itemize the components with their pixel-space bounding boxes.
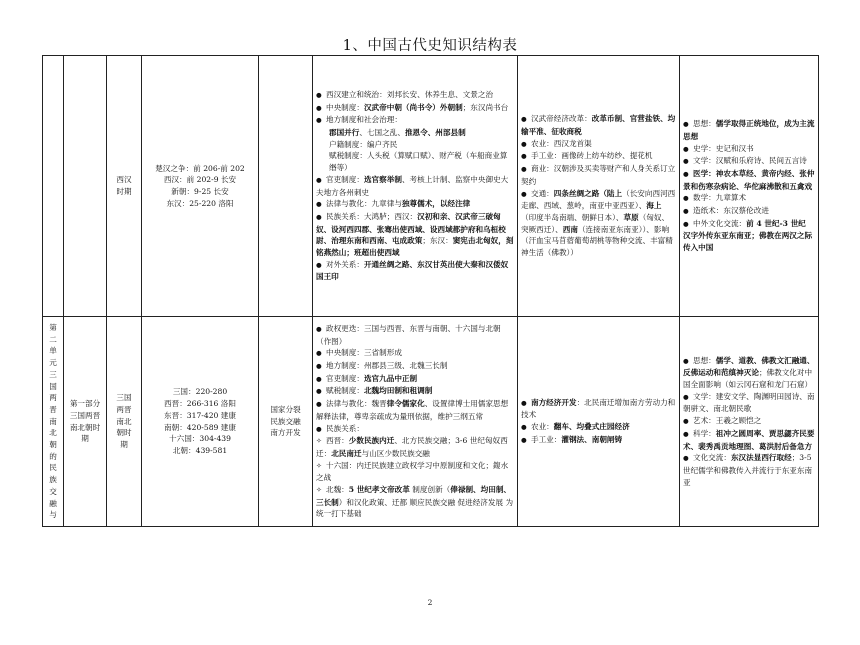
list-item bbox=[521, 163, 676, 187]
emphasis-text: 南方经济开发 bbox=[531, 397, 577, 407]
feature-cell: 国家分裂 民族交融 南方开发 bbox=[259, 317, 313, 527]
emphasis-text: 东汉法显西行取经 bbox=[730, 453, 792, 463]
politics-cell bbox=[313, 317, 518, 527]
bullet-icon: ● bbox=[683, 120, 689, 129]
item-text: 地方制度：州郡县三级、北魏三长制 bbox=[326, 360, 448, 370]
emphasis-text: 儒学、道教、佛教文汇融通、反佛运动和范缜神灭论 bbox=[683, 355, 815, 378]
bullet-icon: ● bbox=[683, 219, 689, 228]
item-text: 、北方民族交融；3-6 世纪匈奴西迁： bbox=[316, 436, 508, 458]
bullet-icon: ● bbox=[316, 400, 322, 409]
list-item bbox=[316, 385, 514, 398]
list-item bbox=[683, 143, 815, 156]
bullet-icon: ● bbox=[316, 116, 322, 125]
list-item bbox=[316, 460, 514, 484]
emphasis-text: 俸禄制、均田制、三长制 bbox=[316, 485, 512, 507]
emphasis-text: 郡国并行 bbox=[329, 127, 360, 137]
emphasis-text: 北民南迁 bbox=[331, 448, 362, 458]
item-text: 、设置律博士用儒家思想解释法律，尊卑亲疏成为量刑依据，维护三纲五常 bbox=[316, 399, 509, 421]
list-item bbox=[316, 373, 514, 386]
item-text: 科学： bbox=[693, 428, 716, 438]
emphasis-text: 西南 bbox=[562, 224, 578, 234]
bullet-icon: ● bbox=[683, 392, 689, 401]
list-item bbox=[683, 192, 815, 205]
item-text: 中外文化交流： bbox=[693, 218, 747, 228]
item-text: 思想： bbox=[693, 119, 716, 129]
sub-stage-cell bbox=[64, 56, 107, 317]
list-item bbox=[521, 434, 676, 447]
list-item bbox=[316, 139, 514, 151]
bullet-icon: ● bbox=[316, 424, 322, 433]
item-text: ；3-5 世纪儒学和佛教传入并流行于东亚东南亚 bbox=[683, 453, 813, 487]
unit-cell bbox=[43, 56, 64, 317]
bullet-icon: ● bbox=[521, 139, 527, 148]
bullet-icon: ● bbox=[316, 90, 322, 99]
bullet-icon: ● bbox=[521, 423, 527, 431]
list-item bbox=[683, 428, 815, 452]
bullet-icon: ● bbox=[316, 349, 322, 358]
item-text: 商业：汉朝涉及买卖等财产和人身关系订立契约 bbox=[521, 164, 676, 186]
list-item bbox=[316, 259, 514, 283]
list-item bbox=[683, 168, 815, 192]
emphasis-text: 祖冲之圆周率、贾思勰齐民要术、裴秀禹贡地理图、葛洪肘后备急方 bbox=[683, 428, 815, 451]
item-text: ；佛教文化对中国全面影响（如云冈石窟和龙门石窟） bbox=[683, 368, 813, 390]
list-item bbox=[316, 174, 514, 198]
page-number: 2 bbox=[427, 598, 433, 607]
emphasis-text: 推恩令、州部县制 bbox=[404, 127, 466, 137]
dates-cell: 三国：220-280 西晋：266-316 洛阳 东晋：317-420 建康 南朝：420-589 建康 十六国：304-439 北朝：439-581 bbox=[142, 317, 259, 527]
period-cell: 三国 两晋 南北 朝时 期 bbox=[107, 317, 142, 527]
item-text: 对外关系： bbox=[326, 259, 364, 269]
item-text: （匈奴、突厥西迁）、 bbox=[521, 212, 670, 234]
emphasis-text: 儒学取得正统地位，成为主流思想 bbox=[683, 119, 815, 141]
item-text: 手工业：画像砖上纺车纺纱、提花机 bbox=[531, 151, 653, 161]
item-text: 交通： bbox=[531, 188, 554, 198]
emphasis-text: 选官察举制 bbox=[363, 174, 402, 184]
list-item bbox=[683, 218, 815, 254]
list-item bbox=[683, 205, 815, 218]
list-item bbox=[316, 360, 514, 373]
period-cell: 西汉 时期 bbox=[107, 56, 142, 317]
emphasis-text: 翻车、均叠式庄园经济 bbox=[553, 422, 630, 431]
economy-cell bbox=[518, 317, 680, 527]
culture-cell bbox=[680, 56, 819, 317]
list-item bbox=[683, 155, 815, 168]
bullet-icon: ● bbox=[683, 417, 689, 426]
item-text: 制度创新（ bbox=[409, 485, 451, 495]
item-text: （连接南亚东南亚））、影响（汗血宝马苜蓿葡萄胡桃等物种交流、丰富精神生活（佛教）） bbox=[521, 224, 673, 258]
item-text: 艺术：王羲之顾恺之 bbox=[693, 416, 762, 426]
item-text: 地方制度和社会治理： bbox=[326, 115, 402, 125]
bullet-icon: ● bbox=[521, 398, 527, 407]
emphasis-text: 海上 bbox=[646, 201, 662, 211]
emphasis-text: 汉初和亲、汉武帝三破匈奴、设河西四郡、张骞出使西域、设西域都护府和乌桓校尉、治理东南和西南、屯成政策 bbox=[316, 211, 506, 246]
item-text: 汉武帝经济改革： bbox=[531, 114, 592, 124]
feature-cell bbox=[259, 56, 313, 317]
bullet-icon: ● bbox=[521, 165, 527, 174]
item-text: 民族关系：大鸿胪；西汉： bbox=[326, 211, 418, 221]
bullet-icon: ● bbox=[683, 194, 689, 203]
emphasis-text: 汉武帝中朝（尚书令）外朝制 bbox=[363, 102, 463, 112]
emphasis-text: 改革币制、官营盐铁、均输平准、征收商税 bbox=[521, 114, 676, 136]
item-text: 法律与教化：九章律与 bbox=[326, 199, 402, 209]
item-text: 手工业： bbox=[531, 434, 562, 444]
bullet-icon: ● bbox=[316, 387, 322, 396]
emphasis-text: 独尊儒术，以经注律 bbox=[401, 199, 471, 209]
diamond-bullet-icon: ✧ bbox=[316, 437, 322, 446]
list-item bbox=[316, 323, 514, 347]
item-text: 户籍制度：编户齐民 bbox=[329, 139, 398, 149]
item-text: 民族关系： bbox=[326, 423, 364, 433]
bullet-icon: ● bbox=[316, 260, 322, 269]
politics-cell bbox=[313, 56, 518, 317]
list-item bbox=[316, 211, 514, 259]
dates-cell: 楚汉之争：前 206-前 202 西汉：前 202-9 长安 新朝：9-25 长安 东汉：25-220 洛阳 bbox=[142, 56, 259, 317]
unit-cell: 第 二 单 元 三 国 两 晋 南 北 朝 的 民 族 交 融 与 bbox=[43, 317, 64, 527]
item-text: 十六国：内迁民族建立政权学习中原制度和文化；鍑水之战 bbox=[316, 460, 509, 483]
emphasis-text: 窦宪击北匈奴，刻铭燕然山；班超出使西域 bbox=[316, 236, 514, 258]
economy-cell bbox=[518, 56, 680, 317]
emphasis-text: 四条丝绸之路（陆上 bbox=[553, 188, 623, 198]
page-title: 1、中国古代史知识结构表 bbox=[342, 38, 518, 54]
item-text: 农业：西汉龙首渠 bbox=[531, 138, 592, 148]
item-text: 史学：史记和汉书 bbox=[693, 143, 754, 153]
list-item bbox=[316, 435, 514, 459]
knowledge-structure-table bbox=[42, 55, 819, 527]
bullet-icon: ● bbox=[316, 175, 322, 184]
culture-cell bbox=[680, 317, 819, 527]
bullet-icon: ● bbox=[683, 356, 689, 365]
emphasis-text: 草原 bbox=[623, 212, 639, 222]
table-row-wei-jin bbox=[43, 317, 819, 527]
bullet-icon: ● bbox=[316, 212, 322, 221]
bullet-icon: ● bbox=[316, 361, 322, 370]
bullet-icon: ● bbox=[683, 207, 689, 216]
item-text: 与山区少数民族交融 bbox=[361, 448, 430, 458]
bullet-icon: ● bbox=[521, 435, 527, 444]
bullet-icon: ● bbox=[316, 103, 322, 112]
emphasis-text: 前 4 世纪-3 世纪 汉字外传东亚东南亚；佛教在两汉之际传入中国 bbox=[683, 218, 813, 253]
item-text: 、考核上计制、监察中央御史大夫地方各州刺史 bbox=[316, 174, 509, 197]
bullet-icon: ● bbox=[316, 374, 322, 383]
item-text: 官吏制度： bbox=[326, 373, 364, 383]
item-text: 思想： bbox=[693, 355, 716, 365]
list-item bbox=[521, 113, 676, 137]
list-item bbox=[683, 355, 815, 391]
bullet-icon: ● bbox=[683, 454, 689, 463]
list-item bbox=[316, 102, 514, 115]
item-text: 官吏制度： bbox=[326, 174, 364, 184]
list-item bbox=[683, 118, 815, 142]
item-text: 农业： bbox=[531, 422, 554, 431]
list-item bbox=[521, 150, 676, 163]
list-item bbox=[316, 347, 514, 360]
item-text: 数学：九章算术 bbox=[693, 193, 747, 203]
item-text: 文化交流： bbox=[693, 453, 731, 463]
item-text: 赋税制度： bbox=[326, 386, 364, 396]
list-item bbox=[683, 452, 815, 488]
emphasis-text: 选官九品中正制 bbox=[363, 373, 418, 383]
item-text: （长安向西河西走廊、西域、葱岭，南亚中亚西亚）、 bbox=[521, 188, 676, 211]
emphasis-text: 5 世纪孝文帝改革 bbox=[348, 485, 410, 495]
item-text: 西晋： bbox=[326, 436, 349, 446]
item-text: 中央制度： bbox=[326, 102, 364, 112]
diamond-bullet-icon: ✧ bbox=[316, 486, 322, 495]
list-item bbox=[521, 188, 676, 259]
list-item bbox=[683, 415, 815, 428]
list-item bbox=[316, 423, 514, 436]
emphasis-text: 医学：神农本草经、黄帝内经、张仲景和伤寒杂病论、华佗麻沸散和五禽戏 bbox=[683, 168, 815, 191]
emphasis-text: 北魏均田制和租调制 bbox=[363, 386, 433, 396]
bullet-icon: ● bbox=[683, 169, 689, 178]
list-item bbox=[316, 198, 514, 211]
emphasis-text: 开通丝绸之路、东汉甘英出使大秦和汉倭奴国王印 bbox=[316, 259, 509, 282]
item-text: 文学：建安文学、陶渊明田园诗、南朝骈文、南北朝民歌 bbox=[683, 391, 815, 414]
list-item bbox=[521, 421, 676, 434]
list-item bbox=[521, 397, 676, 421]
item-text: 中央制度：三省制形成 bbox=[326, 348, 402, 358]
item-text: 文学：汉赋和乐府诗、民间五言诗 bbox=[693, 156, 807, 166]
bullet-icon: ● bbox=[683, 429, 689, 438]
item-text: ；东汉： bbox=[422, 236, 453, 246]
emphasis-text: 少数民族内迁 bbox=[348, 436, 395, 446]
item-text: 、七国之乱、 bbox=[359, 127, 405, 137]
item-text: 政权更迭：三国与西晋、东晋与南朝、十六国与北朝（作图） bbox=[316, 323, 501, 346]
list-item bbox=[316, 114, 514, 127]
item-text: 赋税制度：人头税（算赋口赋）、财产税（车船商业算缗等） bbox=[329, 151, 508, 173]
bullet-icon: ● bbox=[521, 189, 527, 198]
bullet-icon: ● bbox=[316, 324, 322, 333]
bullet-icon: ● bbox=[521, 115, 527, 124]
bullet-icon: ● bbox=[683, 157, 689, 166]
item-text: 西汉建立和统治：刘邦长安、休养生息、文景之治 bbox=[326, 89, 494, 99]
item-text: 法律与教化：魏晋 bbox=[326, 399, 387, 409]
bullet-icon: ● bbox=[316, 200, 322, 209]
list-item bbox=[316, 127, 514, 139]
item-text: ）和汉化政策、迁都 顺应民族交融 促进经济发展 为统一打下基础 bbox=[316, 497, 514, 519]
item-text: （印度半岛南端、朝鲜日本）、 bbox=[521, 212, 624, 222]
bullet-icon: ● bbox=[683, 144, 689, 153]
list-item bbox=[316, 150, 514, 173]
emphasis-text: 灌钢法、南朝闸铸 bbox=[561, 434, 623, 444]
item-text: 造纸术：东汉蔡伦改进 bbox=[693, 206, 769, 216]
list-item bbox=[316, 484, 514, 520]
list-item bbox=[683, 391, 815, 415]
diamond-bullet-icon: ✧ bbox=[316, 461, 322, 470]
emphasis-text: 律令儒家化 bbox=[386, 399, 425, 409]
table-row-han bbox=[43, 56, 819, 317]
list-item bbox=[521, 138, 676, 151]
list-item bbox=[316, 398, 514, 422]
item-text: 北魏： bbox=[326, 485, 349, 495]
list-item bbox=[316, 89, 514, 102]
item-text: ；东汉尚书台 bbox=[462, 102, 509, 112]
bullet-icon: ● bbox=[521, 152, 527, 161]
item-text: ：北民南迁增加南方劳动力和技术 bbox=[521, 397, 676, 420]
sub-stage-cell: 第一部分 三国两晋 南北朝时 期 bbox=[64, 317, 107, 527]
